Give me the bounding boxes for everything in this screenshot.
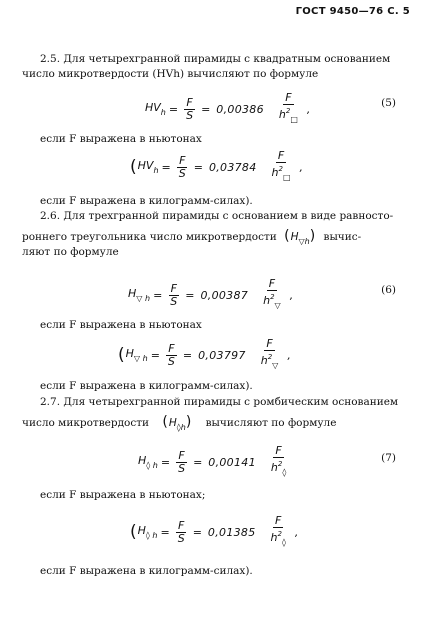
- equation-number-7: (7): [381, 452, 396, 464]
- coefficient: 0,00387: [200, 288, 249, 302]
- open-paren: (: [130, 157, 137, 177]
- s25-cond1: если F выражена в ньютонах: [40, 133, 202, 145]
- s27-cond2: если F выражена в килограмм-силах).: [40, 565, 253, 577]
- coefficient: 0,03784: [208, 160, 257, 174]
- s26-text-line1: 2.6. Для трехгранной пирамиды с основанием в виде равносто-: [40, 210, 394, 222]
- s27-text-line1: 2.7. Для четырехгранной пирамиды с ромбическим основанием: [40, 396, 399, 408]
- formula-7: $H_{◊ h}$ = $\frac{F}{S}$ = 0,00141 $\frac{F}{h^2_◊}$: [138, 444, 287, 477]
- s27-text-line2: число микротвердости $(H_{◊h})$ вычисляют по формуле: [22, 414, 337, 432]
- s26-text-line2: роннего треугольника число микротвердости $(H_{▽h})$ вычис-: [22, 228, 362, 246]
- s25-cond2: если F выражена в килограмм-силах).: [40, 195, 253, 207]
- s26-cond2: если F выражена в килограмм-силах).: [40, 380, 253, 392]
- eq-sign: =: [168, 102, 179, 116]
- s25-text-line2: число микротвердости (HVh) вычисляют по формуле: [22, 68, 319, 80]
- comma: ,: [306, 102, 311, 116]
- s26-text-line3: ляют по формуле: [22, 246, 119, 258]
- formula-lhs: $HV_h$: [145, 101, 166, 117]
- coefficient: 0,01385: [207, 525, 256, 539]
- s27-cond1: если F выражена в ньютонах;: [40, 489, 206, 501]
- s25-text-line1: 2.5. Для четырехгранной пирамиды с квадратным основанием: [40, 53, 391, 65]
- page-header: ГОСТ 9450—76 С. 5: [295, 6, 410, 17]
- coefficient: 0,00386: [216, 102, 264, 116]
- s26-cond1: если F выражена в ньютонах: [40, 319, 202, 331]
- formula-5-kgf: ( $HV_h$ = $\frac{F}{S}$ = 0,03784 $\frac{F}{h^2_□}$ ,: [130, 149, 304, 182]
- formula-5: [145, 92, 310, 126]
- eq-sign: =: [201, 102, 211, 116]
- formula-6: $H_{▽ h}$ = $\frac{F}{S}$ = 0,00387 $\frac{F}{h^2_▽}$ ,: [128, 277, 294, 310]
- formula-7-kgf: ( $H_{◊ h}$ = $\frac{F}{S}$ = 0,01385 $\frac{F}{h^2_◊}$ ,: [130, 514, 299, 547]
- coefficient: 0,00141: [208, 455, 256, 469]
- equation-number-5: (5): [381, 97, 396, 109]
- formula-6-kgf: ( $H_{▽ h}$ = $\frac{F}{S}$ = 0,03797 $\frac{F}{h^2_▽}$ ,: [118, 337, 291, 370]
- coefficient: 0,03797: [198, 348, 246, 362]
- equation-number-6: (6): [381, 284, 396, 296]
- fraction-f-over-s: $\frac{F}{S}$: [186, 95, 194, 122]
- fraction-f-over-h2: $\frac{F}{h^2_□}$: [278, 91, 298, 124]
